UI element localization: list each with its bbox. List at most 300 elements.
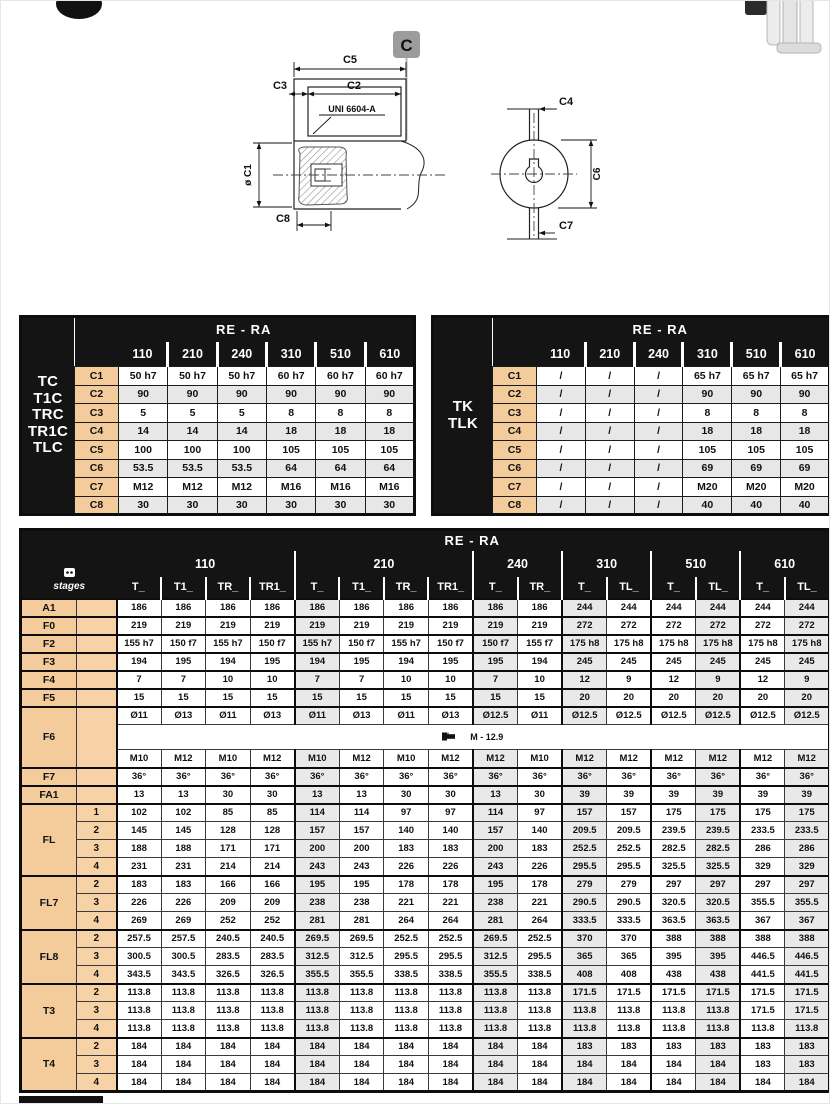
row-label-F6: F6 (21, 707, 77, 768)
value-cell: 226 (161, 894, 206, 912)
value-cell: 209.5 (607, 822, 652, 840)
value-cell: 97 (428, 804, 473, 822)
dim-value-cell: / (585, 441, 634, 460)
row-F3 (21, 653, 830, 671)
dim-value-cell: / (634, 422, 683, 441)
value-cell: 240.5 (250, 930, 295, 948)
dim-value-cell: M16 (266, 478, 315, 497)
value-cell: 15 (428, 689, 473, 707)
dim-label-c7: C7 (559, 220, 574, 232)
value-cell: 338.5 (428, 966, 473, 984)
value-cell: 272 (607, 617, 652, 635)
value-cell: 186 (428, 599, 473, 617)
value-cell: 171.5 (740, 1002, 785, 1020)
value-cell: 12 (651, 671, 696, 689)
value-cell: 312.5 (339, 948, 384, 966)
dim-row-label: C4 (493, 422, 537, 441)
size-group-510: 510 (651, 551, 740, 577)
value-cell: 388 (785, 930, 830, 948)
value-cell: 175 h8 (562, 635, 607, 653)
value-cell: 325.5 (651, 858, 696, 876)
row-label-FL8: FL8 (21, 930, 77, 984)
stage-number-cell: 2 (77, 930, 117, 948)
dim-value-cell: 18 (781, 422, 830, 441)
value-cell: 36° (518, 768, 563, 786)
value-cell: 155 h7 (384, 635, 429, 653)
value-cell: 183 (117, 876, 162, 894)
version-header-110-T_: T_ (117, 577, 162, 599)
value-cell: 114 (473, 804, 518, 822)
tk-row-C5 (433, 441, 830, 460)
dim-value-cell: / (537, 459, 586, 478)
value-cell: 269.5 (473, 930, 518, 948)
dim-value-cell: / (537, 404, 586, 423)
value-cell: 183 (651, 1038, 696, 1056)
value-cell: 184 (562, 1074, 607, 1092)
value-cell: 244 (785, 599, 830, 617)
value-cell: 184 (161, 1038, 206, 1056)
value-cell: 178 (518, 876, 563, 894)
value-cell: 329 (785, 858, 830, 876)
row-T3-stage-2 (21, 984, 830, 1002)
value-cell: 184 (607, 1056, 652, 1074)
value-cell: 186 (295, 599, 340, 617)
value-cell: 300.5 (161, 948, 206, 966)
row-FL-stage-2 (21, 822, 830, 840)
value-cell: 184 (250, 1038, 295, 1056)
value-cell: 113.8 (339, 984, 384, 1002)
value-cell: 184 (518, 1056, 563, 1074)
value-cell: 194 (518, 653, 563, 671)
value-cell: 295.5 (562, 858, 607, 876)
value-cell: 13 (295, 786, 340, 804)
dim-value-cell: / (634, 385, 683, 404)
dim-value-cell: 69 (781, 459, 830, 478)
thread-value-cell: M12 (785, 750, 830, 768)
value-cell: 113.8 (161, 984, 206, 1002)
dim-value-cell: 18 (365, 422, 414, 441)
value-cell: 184 (518, 1074, 563, 1092)
value-cell: 183 (384, 840, 429, 858)
value-cell: 183 (785, 1056, 830, 1074)
version-header-240-TR_: TR_ (518, 577, 563, 599)
tc-row-C6 (21, 459, 415, 478)
value-cell: 157 (473, 822, 518, 840)
value-cell: 36° (740, 768, 785, 786)
value-cell: 257.5 (117, 930, 162, 948)
value-cell: 175 h8 (785, 635, 830, 653)
value-cell: 186 (206, 599, 251, 617)
value-cell: 343.5 (117, 966, 162, 984)
dim-value-cell: M20 (781, 478, 830, 497)
value-cell: 175 h8 (696, 635, 741, 653)
dim-row-label: C7 (493, 478, 537, 497)
value-cell: 283.5 (206, 948, 251, 966)
value-cell: 245 (651, 653, 696, 671)
dim-value-cell: 18 (732, 422, 781, 441)
row-label-T4: T4 (21, 1038, 77, 1092)
value-cell: 363.5 (651, 912, 696, 930)
value-cell: 155 h7 (206, 635, 251, 653)
size-header-210: 210 (585, 342, 634, 367)
row-label-F4: F4 (21, 671, 77, 689)
value-cell: 245 (696, 653, 741, 671)
stage-cell-empty (77, 617, 117, 635)
dim-row-label: C6 (493, 459, 537, 478)
value-cell: 39 (740, 786, 785, 804)
value-cell: 252.5 (607, 840, 652, 858)
value-cell: 252.5 (518, 930, 563, 948)
dim-value-cell: 30 (119, 496, 168, 515)
version-header-210-TR1_: TR1_ (428, 577, 473, 599)
value-cell: 175 h8 (651, 635, 696, 653)
value-cell: 183 (562, 1038, 607, 1056)
row-label-F2: F2 (21, 635, 77, 653)
value-cell: 7 (339, 671, 384, 689)
diameter-value-cell: Ø13 (428, 707, 473, 725)
value-cell: 395 (651, 948, 696, 966)
value-cell: 282.5 (651, 840, 696, 858)
tc-row-C5 (21, 441, 415, 460)
value-cell: 312.5 (295, 948, 340, 966)
value-cell: 183 (696, 1038, 741, 1056)
row-FL-stage-3 (21, 840, 830, 858)
version-header-210-T1_: T1_ (339, 577, 384, 599)
value-cell: 113.8 (473, 1020, 518, 1038)
dim-row-label: C5 (75, 441, 119, 460)
version-header-210-T_: T_ (295, 577, 340, 599)
dim-value-cell: 90 (316, 385, 365, 404)
diameter-value-cell: Ø12.5 (785, 707, 830, 725)
value-cell: 200 (473, 840, 518, 858)
stage-number-cell: 3 (77, 1056, 117, 1074)
value-cell: 7 (295, 671, 340, 689)
dim-value-cell: 40 (732, 496, 781, 515)
value-cell: 113.8 (117, 1020, 162, 1038)
value-cell: 195 (250, 653, 295, 671)
value-cell: 355.5 (295, 966, 340, 984)
main-title-row (21, 530, 830, 551)
value-cell: 245 (562, 653, 607, 671)
dim-value-cell: 105 (781, 441, 830, 460)
stage-number-cell: 3 (77, 894, 117, 912)
tk-row-C1 (433, 367, 830, 386)
version-header-110-TR1_: TR1_ (250, 577, 295, 599)
value-cell: 184 (339, 1056, 384, 1074)
dim-value-cell: 65 h7 (683, 367, 732, 386)
value-cell: 184 (696, 1074, 741, 1092)
row-T3-stage-4 (21, 1020, 830, 1038)
row-label-F0: F0 (21, 617, 77, 635)
stage-number-cell: 4 (77, 1074, 117, 1092)
value-cell: 281 (295, 912, 340, 930)
value-cell: 365 (562, 948, 607, 966)
value-cell: 85 (250, 804, 295, 822)
model-label: TLK (447, 414, 479, 432)
value-cell: 171.5 (785, 984, 830, 1002)
thread-value-cell: M10 (295, 750, 340, 768)
value-cell: 295.5 (607, 858, 652, 876)
value-cell: 113.8 (206, 984, 251, 1002)
dim-value-cell: 8 (365, 404, 414, 423)
header-spacer (493, 342, 537, 367)
dim-label-c8: C8 (275, 213, 290, 225)
value-cell: 113.8 (473, 1002, 518, 1020)
value-cell: 7 (473, 671, 518, 689)
value-cell: 113.8 (384, 1020, 429, 1038)
value-cell: 272 (785, 617, 830, 635)
dim-value-cell: 65 h7 (732, 367, 781, 386)
value-cell: 113.8 (117, 984, 162, 1002)
row-FL8-stage-4 (21, 966, 830, 984)
value-cell: 13 (339, 786, 384, 804)
value-cell: 113.8 (339, 1020, 384, 1038)
value-cell: 355.5 (339, 966, 384, 984)
value-cell: 195 (428, 653, 473, 671)
value-cell: 438 (651, 966, 696, 984)
value-cell: 219 (117, 617, 162, 635)
size-header-310: 310 (266, 342, 315, 367)
tc-row-C8 (21, 496, 415, 515)
thread-value-cell: M12 (339, 750, 384, 768)
value-cell: 113.8 (607, 1002, 652, 1020)
value-cell: 408 (607, 966, 652, 984)
version-header-610-TL_: TL_ (785, 577, 830, 599)
value-cell: 194 (117, 653, 162, 671)
tc-row-C7 (21, 478, 415, 497)
value-cell: 184 (785, 1074, 830, 1092)
value-cell: 244 (607, 599, 652, 617)
dim-value-cell: 8 (781, 404, 830, 423)
stages-column-header (21, 530, 117, 599)
row-F6-note (21, 725, 830, 750)
value-cell: 326.5 (250, 966, 295, 984)
value-cell: 272 (562, 617, 607, 635)
value-cell: 157 (339, 822, 384, 840)
dim-row-label: C6 (75, 459, 119, 478)
value-cell: 178 (428, 876, 473, 894)
stage-number-cell: 2 (77, 984, 117, 1002)
model-label: T1C (33, 389, 63, 407)
value-cell: 226 (384, 858, 429, 876)
value-cell: 184 (339, 1038, 384, 1056)
model-label: TK (452, 398, 474, 415)
value-cell: 10 (428, 671, 473, 689)
dim-value-cell: / (537, 441, 586, 460)
tc-dimensions-table (19, 315, 416, 516)
dim-value-cell: 18 (683, 422, 732, 441)
dim-value-cell: / (537, 385, 586, 404)
row-FL-stage-1 (21, 804, 830, 822)
dim-label-c6: C6 (592, 167, 603, 181)
value-cell: 239.5 (696, 822, 741, 840)
value-cell: 286 (785, 840, 830, 858)
value-cell: 320.5 (651, 894, 696, 912)
dim-value-cell: 64 (266, 459, 315, 478)
dim-value-cell: / (585, 422, 634, 441)
value-cell: 113.8 (117, 1002, 162, 1020)
value-cell: 128 (250, 822, 295, 840)
stages-icon (63, 567, 76, 581)
value-cell: 36° (473, 768, 518, 786)
version-header-240-T_: T_ (473, 577, 518, 599)
value-cell: 184 (384, 1038, 429, 1056)
dim-value-cell: 69 (683, 459, 732, 478)
value-cell: 290.5 (562, 894, 607, 912)
value-cell: 15 (117, 689, 162, 707)
value-cell: 226 (428, 858, 473, 876)
value-cell: 219 (384, 617, 429, 635)
value-cell: 184 (117, 1038, 162, 1056)
value-cell: 10 (250, 671, 295, 689)
value-cell: 30 (250, 786, 295, 804)
dim-value-cell: / (537, 478, 586, 497)
value-cell: 219 (295, 617, 340, 635)
diameter-value-cell: Ø12.5 (696, 707, 741, 725)
size-header-240: 240 (217, 342, 266, 367)
stage-number-cell: 3 (77, 948, 117, 966)
value-cell: 184 (740, 1074, 785, 1092)
value-cell: 175 h8 (607, 635, 652, 653)
main-version-header-row (21, 577, 830, 599)
value-cell: 15 (339, 689, 384, 707)
value-cell: 326.5 (206, 966, 251, 984)
dim-value-cell: 53.5 (217, 459, 266, 478)
value-cell: 184 (295, 1074, 340, 1092)
value-cell: 184 (339, 1074, 384, 1092)
size-group-110: 110 (117, 551, 295, 577)
dim-value-cell: 90 (732, 385, 781, 404)
row-FL7-stage-4 (21, 912, 830, 930)
value-cell: 329 (740, 858, 785, 876)
value-cell: 269 (161, 912, 206, 930)
value-cell: 113.8 (518, 984, 563, 1002)
dim-value-cell: 30 (266, 496, 315, 515)
dim-value-cell: 30 (365, 496, 414, 515)
thread-value-cell: M12 (562, 750, 607, 768)
version-header-310-TL_: TL_ (607, 577, 652, 599)
value-cell: 155 h7 (117, 635, 162, 653)
stage-cell-empty (77, 689, 117, 707)
tc-size-header-row (21, 342, 415, 367)
tc-row-C2 (21, 385, 415, 404)
value-cell: 200 (295, 840, 340, 858)
value-cell: 233.5 (785, 822, 830, 840)
thread-value-cell: M12 (696, 750, 741, 768)
value-cell: 279 (607, 876, 652, 894)
value-cell: 269 (117, 912, 162, 930)
dim-value-cell: 90 (266, 385, 315, 404)
value-cell: 145 (161, 822, 206, 840)
value-cell: 441.5 (740, 966, 785, 984)
dim-value-cell: 5 (119, 404, 168, 423)
value-cell: 20 (696, 689, 741, 707)
value-cell: 113.8 (295, 1020, 340, 1038)
value-cell: 113.8 (295, 1002, 340, 1020)
dim-value-cell: 8 (683, 404, 732, 423)
value-cell: 279 (562, 876, 607, 894)
dim-value-cell: 90 (168, 385, 217, 404)
value-cell: 325.5 (696, 858, 741, 876)
value-cell: 184 (206, 1074, 251, 1092)
stages-header-inner (22, 532, 117, 596)
model-label: TR1C (27, 422, 69, 440)
stage-number-cell: 3 (77, 1002, 117, 1020)
value-cell: 183 (518, 840, 563, 858)
value-cell: 7 (161, 671, 206, 689)
value-cell: 113.8 (384, 1002, 429, 1020)
dim-value-cell: M16 (316, 478, 365, 497)
stage-number-cell: 4 (77, 1020, 117, 1038)
tk-series-title: RE - RA (493, 317, 830, 342)
value-cell: 97 (518, 804, 563, 822)
thread-value-cell: M10 (518, 750, 563, 768)
tc-title-row (21, 317, 415, 342)
value-cell: 184 (384, 1074, 429, 1092)
value-cell: 252 (250, 912, 295, 930)
keyway-spec-label: UNI 6604-A (328, 104, 376, 114)
dim-value-cell: 60 h7 (316, 367, 365, 386)
value-cell: 171.5 (785, 1002, 830, 1020)
tc-model-column (21, 317, 75, 515)
value-cell: 257.5 (161, 930, 206, 948)
value-cell: 184 (651, 1056, 696, 1074)
value-cell: 36° (295, 768, 340, 786)
value-cell: 186 (339, 599, 384, 617)
dim-row-label: C8 (75, 496, 119, 515)
value-cell: 286 (740, 840, 785, 858)
value-cell: 30 (384, 786, 429, 804)
value-cell: 388 (696, 930, 741, 948)
value-cell: 140 (384, 822, 429, 840)
dim-value-cell: 105 (316, 441, 365, 460)
dim-value-cell: 69 (732, 459, 781, 478)
dim-value-cell: / (585, 367, 634, 386)
dim-value-cell: 30 (316, 496, 365, 515)
value-cell: 245 (607, 653, 652, 671)
value-cell: 39 (562, 786, 607, 804)
value-cell: 295.5 (384, 948, 429, 966)
value-cell: 175 (785, 804, 830, 822)
stage-number-cell: 4 (77, 858, 117, 876)
value-cell: 36° (250, 768, 295, 786)
thread-value-cell: M10 (206, 750, 251, 768)
value-cell: 186 (518, 599, 563, 617)
value-cell: 175 (740, 804, 785, 822)
row-F6-diameter (21, 707, 830, 725)
value-cell: 184 (384, 1056, 429, 1074)
diameter-value-cell: Ø12.5 (651, 707, 696, 725)
diameter-value-cell: Ø11 (117, 707, 162, 725)
value-cell: 140 (518, 822, 563, 840)
value-cell: 183 (428, 840, 473, 858)
dim-value-cell: 30 (168, 496, 217, 515)
row-F2 (21, 635, 830, 653)
row-F4 (21, 671, 830, 689)
dim-value-cell: 90 (119, 385, 168, 404)
dim-value-cell: 50 h7 (217, 367, 266, 386)
value-cell: 157 (607, 804, 652, 822)
tc-row-C4 (21, 422, 415, 441)
value-cell: 238 (473, 894, 518, 912)
diameter-value-cell: Ø11 (384, 707, 429, 725)
value-cell: 184 (473, 1038, 518, 1056)
value-cell: 175 (696, 804, 741, 822)
value-cell: 240.5 (206, 930, 251, 948)
value-cell: 195 (295, 876, 340, 894)
row-T3-stage-3 (21, 1002, 830, 1020)
value-cell: 264 (384, 912, 429, 930)
